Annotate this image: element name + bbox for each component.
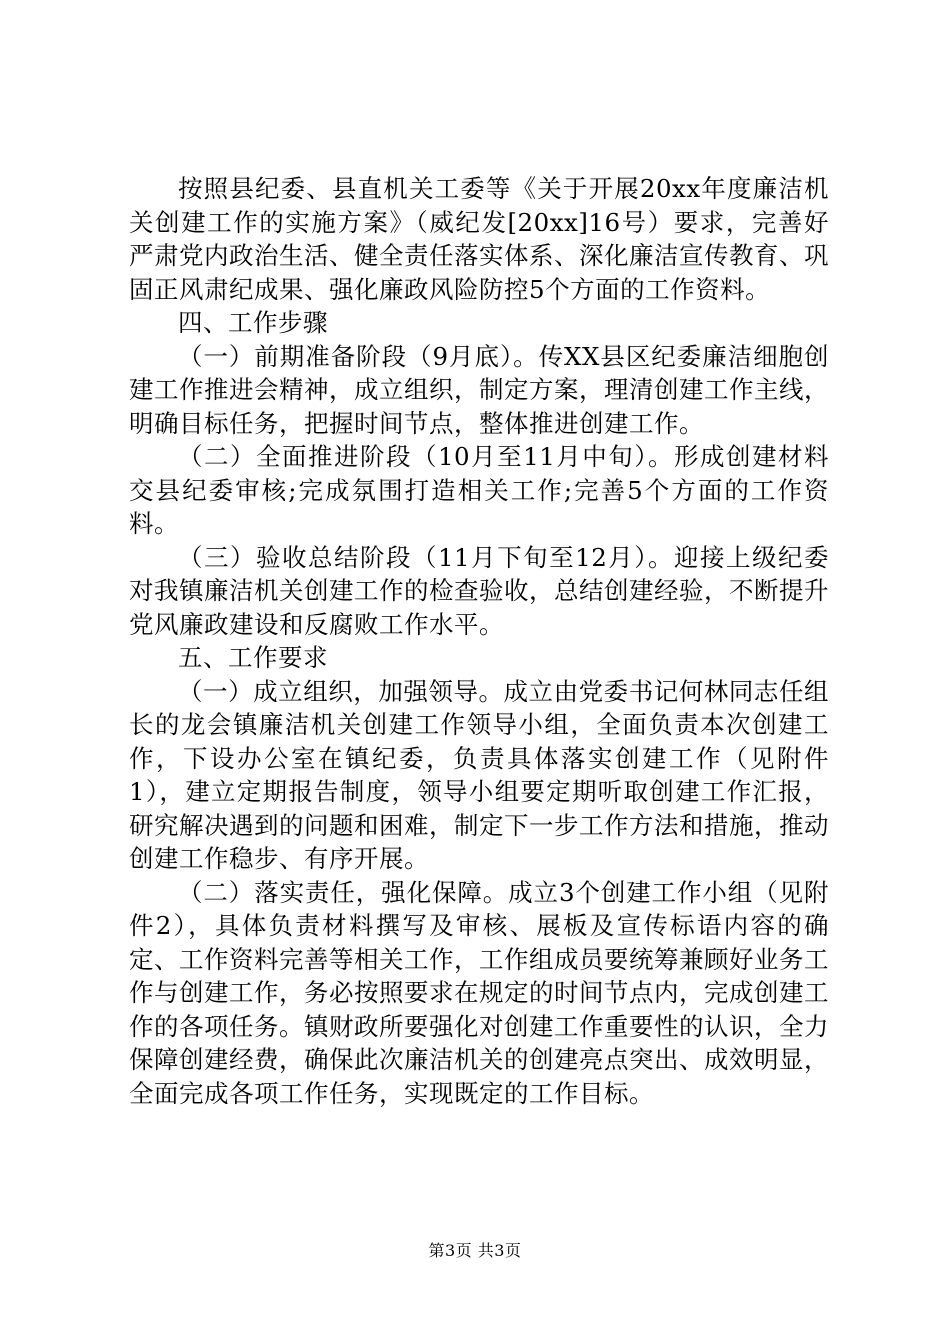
paragraph-requirement-1: （一）成立组织，加强领导。成立由党委书记何林同志任组长的龙会镇廉洁机关创建工作领导小组，全面负责本次创建工作，下设办公室在镇纪委，负责具体落实创建工作（见附件1），建立定期报告制度，领导小组要定期听取创建工作汇报，研究解决遇到的问题和困难，制定下一步工作方法和措施，推动创建工作稳步、有序开展。 xyxy=(129,676,829,873)
page-number-footer: 第3页 共3页 xyxy=(428,1241,522,1260)
paragraph-step-3: （三）验收总结阶段（11月下旬至12月）。迎接上级纪委对我镇廉洁机关创建工作的检查验收，总结创建经验，不断提升党风廉政建设和反腐败工作水平。 xyxy=(129,542,829,639)
paragraph-requirement-2: （二）落实责任，强化保障。成立3个创建工作小组（见附件2），具体负责材料撰写及审核、展板及宣传标语内容的确定、工作资料完善等相关工作，工作组成员要统筹兼顾好业务工作与创建工作，务必按照要求在规定的时间节点内，完成创建工作的各项任务。镇财政所要强化对创建工作重要性的认识，全力保障创建经费，确保此次廉洁机关的创建亮点突出、成效明显，全面完成各项工作任务，实现既定的工作目标。 xyxy=(129,877,829,1108)
paragraph-step-2: （二）全面推进阶段（10月至11月中旬）。形成创建材料交县纪委审核;完成氛围打造相关工作;完善5个方面的工作资料。 xyxy=(129,442,830,538)
paragraph-intro: 按照县纪委、县直机关工委等《关于开展20xx年度廉洁机关创建工作的实施方案》（威纪发[20xx]16号）要求，完善好严肃党内政治生活、健全责任落实体系、深化廉洁宣传教育、巩固正风肃纪成果、强化廉政风险防控5个方面的工作资料。 xyxy=(129,174,829,304)
section-heading-work-steps: 四、工作步骤 xyxy=(178,308,328,337)
section-heading-work-requirements: 五、工作要求 xyxy=(178,643,328,672)
paragraph-step-1: （一）前期准备阶段（9月底）。传XX县区纪委廉洁细胞创建工作推进会精神，成立组织，制定方案，理清创建工作主线，明确目标任务，把握时间节点，整体推进创建工作。 xyxy=(129,341,829,438)
document-body xyxy=(129,172,829,1110)
